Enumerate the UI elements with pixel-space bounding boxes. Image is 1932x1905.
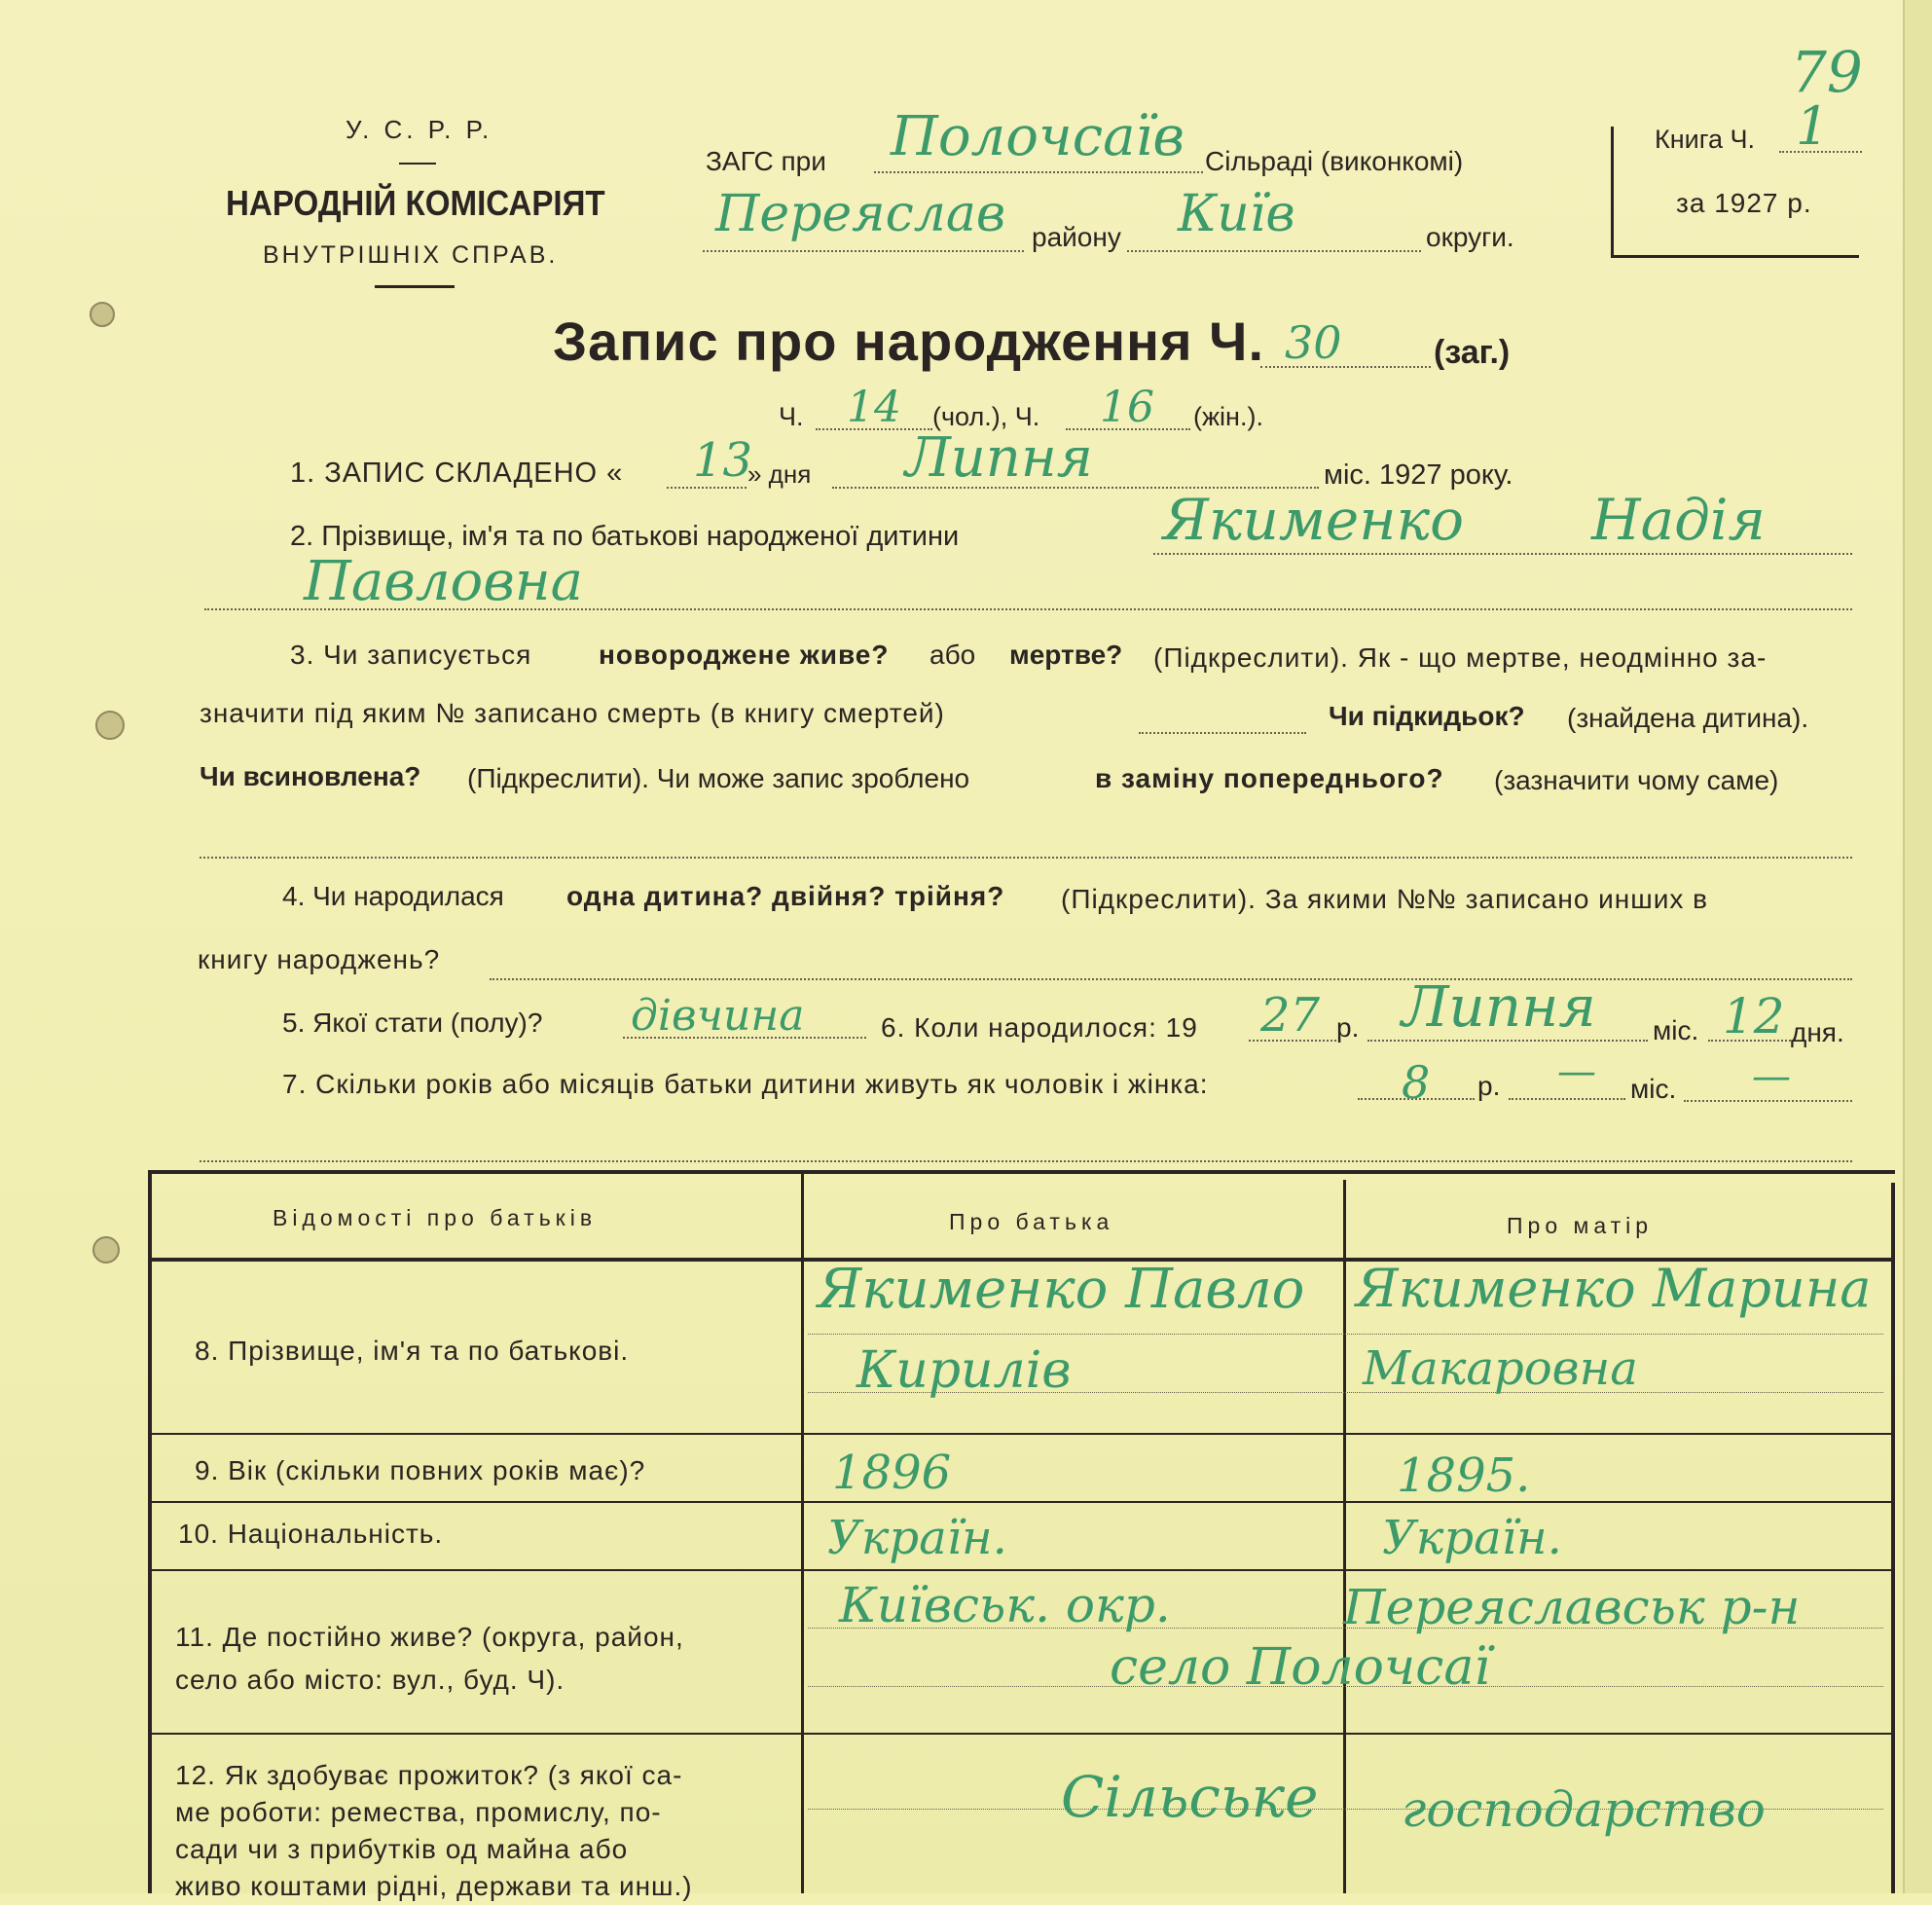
q6-r: р. xyxy=(1336,1012,1360,1043)
table-row-rule xyxy=(148,1569,1895,1571)
q7-dash2: — xyxy=(1752,1054,1791,1099)
q7-mis: міс. xyxy=(1630,1074,1677,1104)
row11-father: Київськ. окр. xyxy=(839,1577,1171,1633)
row8-father-1: Якименко Павло xyxy=(818,1258,1305,1321)
row12-father: Сільське xyxy=(1061,1764,1319,1830)
row10-label: 10. Національність. xyxy=(178,1519,444,1549)
sub-ch-label: Ч. xyxy=(779,402,804,431)
table-header-info: Відомості про батьків xyxy=(273,1205,598,1230)
table-border xyxy=(1891,1183,1895,1893)
row8-father-2: Кирилів xyxy=(857,1341,1072,1400)
q5-value: дівчина xyxy=(631,991,805,1041)
q3-foundling: Чи підкидьок? xyxy=(1329,701,1525,731)
table-row-rule xyxy=(148,1733,1895,1735)
q4-line1a: 4. Чи народилася xyxy=(282,881,504,911)
q7-line-blank xyxy=(200,1160,1852,1162)
row11-mother: Переяславськ р-н xyxy=(1343,1579,1801,1635)
male-label: (чол.), Ч. xyxy=(932,402,1040,431)
q2-patronymic: Павловна xyxy=(304,550,584,613)
table-row-rule xyxy=(148,1501,1895,1503)
zags-label: ЗАГС при xyxy=(706,146,826,176)
q7-line-end xyxy=(1684,1100,1852,1102)
q3-line2c: (знайдена дитина). xyxy=(1567,703,1809,733)
row8-mother-1: Якименко Марина xyxy=(1356,1258,1872,1319)
q2-line-2 xyxy=(204,608,1852,610)
table-header-father: Про батька xyxy=(949,1209,1114,1234)
table-border xyxy=(148,1170,152,1893)
q4-options: одна дитина? двійня? трійня? xyxy=(566,881,1005,911)
female-number: 16 xyxy=(1100,383,1154,432)
okrug-value: Київ xyxy=(1178,185,1295,243)
q7-label: 7. Скільки років або місяців батьки дитини живуть як чоловік і жінка: xyxy=(282,1069,1209,1099)
row9-label: 9. Вік (скільки повних років має)? xyxy=(195,1455,646,1485)
row12-label-text: 12. Як здобуває прожиток? (з якої са- ме роботи: ремества, промислу, по- сади чи з прибутків од майна або живо коштами рідні, держави та инш.) xyxy=(175,1760,693,1901)
q3-death-line xyxy=(1139,732,1306,734)
q3-adopted: Чи всиновлена? xyxy=(200,761,421,791)
page-number: 79 xyxy=(1791,39,1863,105)
commissariat-label: НАРОДНІЙ КОМІСАРІЯТ xyxy=(226,183,605,223)
q4-line2: книгу народжень? xyxy=(198,944,441,974)
okrug-label: округи. xyxy=(1426,222,1514,252)
q1-post: міс. 1927 року. xyxy=(1324,459,1513,491)
q6-day: 12 xyxy=(1723,988,1785,1044)
q3-replacement: в заміну попереднього? xyxy=(1095,763,1444,793)
table-col-divider xyxy=(1343,1180,1346,1893)
male-number: 14 xyxy=(847,383,901,432)
q3-line1c: або xyxy=(930,640,976,670)
q7-years: 8 xyxy=(1402,1056,1431,1109)
district-value: Переяслав xyxy=(715,185,1006,243)
q3-line3b: (Підкреслити). Чи може запис зроблено xyxy=(467,763,970,793)
record-title: Запис про народження Ч. xyxy=(553,311,1265,372)
ussr-label: У. С. Р. Р. xyxy=(346,115,493,144)
table-header-mother: Про матір xyxy=(1507,1213,1654,1238)
q3-alive: новороджене живе? xyxy=(599,640,890,670)
internal-affairs-label: ВНУТРІШНІХ СПРАВ. xyxy=(263,241,559,269)
zags-village-line xyxy=(874,171,1203,173)
q4-line1c: (Підкреслити). За якими №№ записано инших в xyxy=(1061,884,1709,914)
punch-hole xyxy=(95,711,125,740)
q2-label: 2. Прізвище, ім'я та по батькові народженої дитини xyxy=(290,521,960,552)
district-label: району xyxy=(1032,222,1121,252)
q2-surname: Якименко xyxy=(1163,487,1465,553)
q1-mid: » дня xyxy=(747,459,812,489)
q3-line1e: (Підкреслити). Як - що мертве, неодмінно за- xyxy=(1153,642,1768,673)
okrug-line xyxy=(1127,250,1421,252)
q1-label: 1. ЗАПИС СКЛАДЕНО « xyxy=(290,458,624,489)
female-label: (жін.). xyxy=(1193,402,1263,431)
row10-mother: Україн. xyxy=(1382,1511,1562,1565)
q3-line-blank xyxy=(200,857,1852,859)
row8-label: 8. Прізвище, ім'я та по батькові. xyxy=(195,1336,630,1366)
table-row-rule xyxy=(148,1433,1895,1435)
book-box-border xyxy=(1611,255,1859,258)
row10-father: Україн. xyxy=(827,1511,1007,1565)
book-box-border xyxy=(1611,127,1614,258)
q3-line1a: 3. Чи записується xyxy=(290,640,532,670)
table-write-line xyxy=(808,1334,1883,1335)
q7-months: — xyxy=(1557,1049,1596,1094)
q7-months-line xyxy=(1509,1098,1625,1100)
q6-mis: міс. xyxy=(1653,1015,1699,1045)
punch-hole xyxy=(90,302,115,327)
q6-month-line xyxy=(1367,1040,1648,1042)
punch-hole xyxy=(92,1236,120,1264)
row11-shared: село Полочсаї xyxy=(1110,1638,1491,1697)
row12-label xyxy=(175,1757,693,1905)
q2-line xyxy=(1153,553,1852,555)
q1-month: Липня xyxy=(905,426,1093,490)
q7-r: р. xyxy=(1477,1071,1501,1101)
q6-dnya: дня. xyxy=(1791,1017,1844,1047)
q3-line2a: значити під яким № записано смерть (в книгу смертей) xyxy=(200,698,945,728)
row8-mother-2: Макаровна xyxy=(1363,1341,1638,1396)
book-year: за 1927 р. xyxy=(1676,188,1812,218)
record-suffix: (заг.) xyxy=(1434,334,1511,371)
row11-label xyxy=(175,1616,684,1702)
q6-label: 6. Коли народилося: 19 xyxy=(881,1012,1198,1043)
record-number: 30 xyxy=(1285,316,1342,369)
row12-mother: господарство xyxy=(1402,1781,1766,1838)
row9-father: 1896 xyxy=(832,1446,952,1500)
book-number: 1 xyxy=(1796,95,1830,157)
q5-label: 5. Якої стати (полу)? xyxy=(282,1007,543,1038)
row11-label-text: 11. Де постійно живе? (округа, район, село або місто: вул., буд. Ч). xyxy=(175,1622,684,1695)
zags-village-value: Полочсаїв xyxy=(891,105,1185,168)
q6-month: Липня xyxy=(1402,973,1596,1040)
book-label: Книга Ч. xyxy=(1655,125,1755,154)
q4-line xyxy=(490,978,1852,980)
q3-dead: мертве? xyxy=(1009,640,1123,670)
page-edge xyxy=(1903,0,1932,1893)
district-line xyxy=(703,250,1024,252)
divider xyxy=(375,285,455,288)
q3-line3d: (зазначити чому саме) xyxy=(1494,765,1779,795)
divider xyxy=(399,163,436,165)
q2-name: Надія xyxy=(1591,487,1766,553)
table-border xyxy=(148,1170,1895,1174)
selrada-label: Сільраді (виконкомі) xyxy=(1205,146,1464,176)
q6-year: 27 xyxy=(1260,988,1321,1043)
table-col-divider xyxy=(801,1172,804,1893)
row9-mother: 1895. xyxy=(1397,1448,1531,1503)
q1-day: 13 xyxy=(693,433,753,488)
